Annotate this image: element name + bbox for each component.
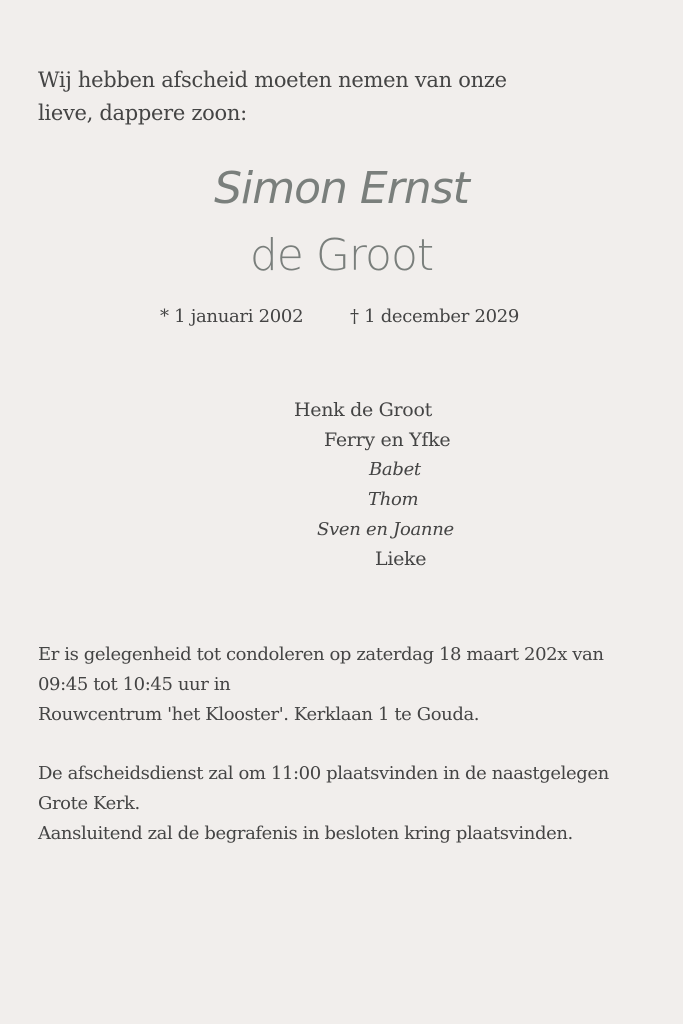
family-member: Sven en Joanne: [317, 519, 454, 540]
family-member: Henk de Groot: [294, 399, 432, 421]
deceased-name-first: Simon Ernst: [214, 163, 469, 214]
service-line-2: Grote Kerk.: [38, 793, 140, 814]
intro-line-1: Wij hebben afscheid moeten nemen van onze: [38, 68, 507, 92]
service-line-3: Aansluitend zal de begrafenis in besloten kring plaatsvinden.: [38, 823, 573, 844]
birth-date: * 1 januari 2002: [160, 306, 304, 327]
condolence-line-1: Er is gelegenheid tot condoleren op zaterdag 18 maart 202x van: [38, 644, 604, 665]
condolence-paragraph: [38, 640, 653, 730]
intro-text: [38, 64, 638, 130]
family-member: Thom: [368, 489, 419, 510]
intro-line-2: lieve, dappere zoon:: [38, 101, 247, 125]
condolence-line-3: Rouwcentrum 'het Klooster'. Kerklaan 1 te Gouda.: [38, 704, 480, 725]
service-paragraph: [38, 759, 653, 849]
deceased-name-last: de Groot: [249, 230, 434, 281]
family-member: Ferry en Yfke: [324, 429, 451, 451]
death-date: † 1 december 2029: [350, 306, 520, 327]
family-member: Lieke: [375, 548, 427, 570]
family-member: Babet: [369, 459, 421, 480]
condolence-line-2: 09:45 tot 10:45 uur in: [38, 674, 231, 695]
service-line-1: De afscheidsdienst zal om 11:00 plaatsvinden in de naastgelegen: [38, 763, 609, 784]
